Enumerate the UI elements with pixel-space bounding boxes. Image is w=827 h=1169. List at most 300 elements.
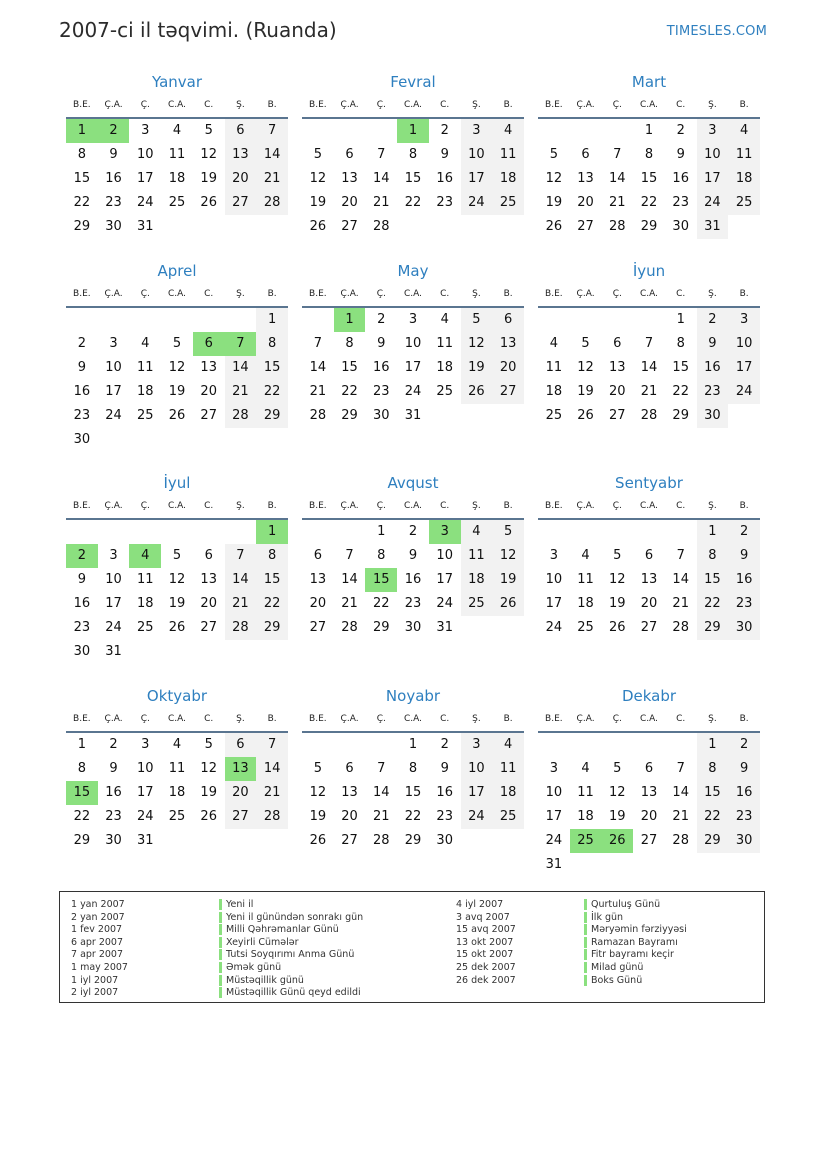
weekday-header: C.A.	[403, 100, 422, 110]
weekday-header: Ç.A.	[340, 501, 359, 511]
day-cell: 10	[545, 785, 563, 800]
weekday-header: Ç.	[612, 100, 622, 110]
day-cell: 20	[225, 167, 257, 191]
legend-left-dates	[71, 899, 128, 1000]
day-cell: 16	[105, 785, 122, 800]
month-grid	[538, 707, 760, 877]
day-cell: 23	[697, 380, 729, 404]
month-6	[538, 260, 760, 428]
day-cell: 8	[408, 761, 418, 776]
day-cell: 11	[728, 143, 760, 167]
month-grid	[302, 282, 524, 428]
legend-date: 1 fev 2007	[71, 924, 123, 936]
day-cell: 5	[549, 147, 558, 162]
day-cell: 17	[461, 781, 493, 805]
day-cell: 18	[436, 360, 453, 375]
day-cell: 19	[309, 809, 327, 824]
empty-cell	[193, 520, 225, 544]
weekday-header: Ç.	[376, 289, 386, 299]
empty-cell	[570, 520, 602, 544]
day-cell: 16	[73, 596, 91, 611]
day-cell: 9	[109, 147, 118, 162]
day-cell: 11	[461, 544, 493, 568]
empty-cell	[129, 308, 161, 332]
day-cell: 28	[225, 404, 257, 428]
holiday-marker-icon	[219, 987, 222, 998]
weekday-header: Ş.	[472, 714, 481, 724]
day-cell: 18	[461, 568, 493, 592]
month-grid	[66, 282, 288, 452]
holiday-day-cell: 1	[66, 119, 98, 143]
empty-cell	[66, 308, 98, 332]
weekday-header: C.A.	[167, 289, 186, 299]
day-cell: 9	[728, 544, 760, 568]
day-cell: 4	[492, 733, 524, 757]
day-cell: 28	[256, 805, 288, 829]
day-cell: 14	[225, 568, 257, 592]
day-cell: 25	[137, 408, 154, 423]
legend-date: 2 iyl 2007	[71, 987, 119, 999]
weekday-header: C.A.	[639, 714, 658, 724]
month-5	[302, 260, 524, 428]
holiday-legend	[59, 891, 765, 1003]
day-cell: 25	[545, 408, 563, 423]
day-cell: 2	[676, 123, 685, 138]
holiday-marker-icon	[219, 924, 222, 935]
day-cell: 28	[341, 620, 358, 635]
weekday-header: C.A.	[403, 714, 422, 724]
day-cell: 7	[225, 544, 257, 568]
day-cell: 31	[545, 857, 563, 872]
day-cell: 15	[256, 568, 288, 592]
day-cell: 25	[436, 384, 453, 399]
holiday-day-cell: 2	[98, 119, 130, 143]
day-cell: 16	[73, 384, 91, 399]
month-9	[538, 472, 760, 640]
day-cell: 10	[137, 147, 154, 162]
day-cell: 26	[309, 833, 327, 848]
day-cell: 18	[492, 781, 524, 805]
day-cell: 20	[200, 384, 217, 399]
day-cell: 29	[256, 616, 288, 640]
legend-holiday-name	[219, 949, 363, 962]
day-cell: 17	[697, 167, 729, 191]
day-cell: 31	[697, 215, 729, 239]
day-cell: 20	[341, 195, 358, 210]
weekday-header: Ç.A.	[576, 100, 595, 110]
day-cell: 18	[168, 171, 186, 186]
legend-holiday-label: Məryəmin fərziyyəsi	[591, 924, 687, 936]
weekday-header: B.	[267, 100, 277, 110]
day-cell: 6	[613, 336, 622, 351]
weekday-header: Ş.	[472, 289, 481, 299]
day-cell: 19	[461, 356, 493, 380]
empty-cell	[665, 733, 697, 757]
day-cell: 25	[728, 191, 760, 215]
legend-holiday-name	[584, 949, 687, 962]
weekday-header: B.	[503, 714, 513, 724]
day-cell: 29	[256, 404, 288, 428]
legend-holiday-label: Xeyirli Cümələr	[226, 936, 299, 948]
month-11	[302, 685, 524, 853]
day-cell: 4	[141, 336, 150, 351]
day-cell: 1	[697, 520, 729, 544]
day-cell: 14	[341, 572, 358, 587]
month-8	[302, 472, 524, 640]
month-name: Sentyabr	[615, 474, 683, 492]
day-cell: 2	[109, 737, 118, 752]
day-cell: 12	[577, 360, 594, 375]
weekday-header: B.	[267, 289, 277, 299]
month-12	[538, 685, 760, 877]
day-cell: 25	[168, 809, 186, 824]
day-cell: 26	[168, 620, 186, 635]
day-cell: 31	[137, 833, 154, 848]
day-cell: 13	[640, 572, 658, 587]
day-cell: 21	[256, 781, 288, 805]
day-cell: 10	[728, 332, 760, 356]
day-cell: 9	[109, 761, 118, 776]
weekday-header: Ş.	[708, 100, 717, 110]
day-cell: 17	[404, 360, 422, 375]
day-cell: 18	[137, 384, 154, 399]
weekday-header: Ç.	[376, 100, 386, 110]
day-cell: 7	[676, 548, 685, 563]
day-cell: 22	[640, 195, 658, 210]
day-cell: 11	[168, 147, 186, 162]
day-cell: 24	[105, 620, 122, 635]
day-cell: 21	[373, 809, 390, 824]
day-cell: 13	[200, 572, 217, 587]
weekday-header: Ç.	[612, 289, 622, 299]
day-cell: 18	[545, 384, 563, 399]
empty-cell	[334, 520, 366, 544]
legend-date: 4 iyl 2007	[456, 899, 504, 910]
weekday-header: B.	[739, 289, 749, 299]
day-cell: 17	[545, 809, 563, 824]
day-cell: 21	[225, 380, 257, 404]
day-cell: 23	[728, 592, 760, 616]
day-cell: 17	[137, 785, 154, 800]
month-grid	[538, 282, 760, 428]
holiday-day-cell: 2	[66, 544, 98, 568]
weekday-header: Ç.	[376, 501, 386, 511]
day-cell: 26	[200, 809, 217, 824]
day-cell: 18	[137, 596, 154, 611]
day-cell: 14	[672, 572, 689, 587]
day-cell: 12	[200, 761, 217, 776]
day-cell: 22	[73, 195, 91, 210]
day-cell: 11	[436, 336, 453, 351]
day-cell: 24	[105, 408, 122, 423]
weekday-header: Ş.	[236, 100, 245, 110]
empty-cell	[365, 733, 397, 757]
day-cell: 29	[672, 408, 689, 423]
day-cell: 6	[225, 733, 257, 757]
day-cell: 30	[728, 616, 760, 640]
day-cell: 3	[549, 761, 558, 776]
weekday-header: Ç.A.	[576, 289, 595, 299]
day-cell: 10	[404, 336, 422, 351]
holiday-marker-icon	[584, 899, 587, 910]
day-cell: 9	[697, 332, 729, 356]
weekday-header: Ş.	[708, 289, 717, 299]
month-7	[66, 472, 288, 664]
legend-right-names	[584, 899, 687, 987]
day-cell: 9	[408, 548, 418, 563]
legend-holiday-label: Fitr bayramı keçir	[591, 949, 674, 961]
day-cell: 4	[172, 123, 182, 138]
weekday-header: Ç.	[376, 714, 386, 724]
day-cell: 15	[404, 171, 422, 186]
day-cell: 15	[73, 171, 91, 186]
month-name: Yanvar	[151, 73, 203, 91]
day-cell: 23	[728, 805, 760, 829]
day-cell: 30	[728, 829, 760, 853]
day-cell: 27	[640, 833, 658, 848]
day-cell: 29	[341, 408, 358, 423]
empty-cell	[302, 119, 334, 143]
empty-cell	[225, 520, 257, 544]
day-cell: 5	[204, 737, 213, 752]
day-cell: 30	[672, 219, 689, 234]
day-cell: 18	[577, 809, 594, 824]
day-cell: 30	[105, 833, 122, 848]
empty-cell	[98, 308, 130, 332]
holiday-day-cell: 1	[256, 520, 288, 544]
day-cell: 4	[581, 761, 590, 776]
day-cell: 11	[545, 360, 563, 375]
legend-holiday-label: İlk gün	[591, 911, 624, 923]
day-cell: 9	[440, 761, 449, 776]
month-10	[66, 685, 288, 853]
site-link[interactable]: TIMESLES.COM	[666, 24, 767, 39]
legend-left-names	[219, 899, 363, 1000]
day-cell: 15	[341, 360, 358, 375]
day-cell: 4	[172, 737, 182, 752]
day-cell: 9	[77, 572, 86, 587]
weekday-header: Ş.	[236, 289, 245, 299]
day-cell: 30	[105, 219, 122, 234]
day-cell: 22	[404, 809, 422, 824]
legend-holiday-name	[219, 962, 363, 975]
weekday-header: Ç.A.	[340, 100, 359, 110]
day-cell: 14	[672, 785, 689, 800]
day-cell: 28	[672, 620, 689, 635]
legend-holiday-name	[584, 937, 687, 950]
holiday-marker-icon	[219, 937, 222, 948]
day-cell: 30	[436, 833, 453, 848]
weekday-header: Ç.	[612, 714, 622, 724]
day-cell: 19	[577, 384, 594, 399]
month-grid	[538, 93, 760, 239]
weekday-header: C.	[440, 289, 450, 299]
month-name: Avqust	[387, 474, 439, 492]
day-cell: 5	[492, 520, 524, 544]
empty-cell	[161, 520, 193, 544]
day-cell: 7	[256, 733, 288, 757]
legend-holiday-label: Milad günü	[591, 961, 644, 973]
day-cell: 21	[373, 195, 390, 210]
month-name: Fevral	[390, 73, 436, 91]
day-cell: 15	[697, 781, 729, 805]
legend-holiday-name	[219, 899, 363, 912]
day-cell: 12	[609, 785, 626, 800]
month-grid	[66, 707, 288, 853]
day-cell: 24	[404, 384, 422, 399]
day-cell: 19	[609, 809, 626, 824]
day-cell: 31	[137, 219, 154, 234]
day-cell: 8	[256, 544, 288, 568]
day-cell: 15	[256, 356, 288, 380]
day-cell: 13	[341, 171, 358, 186]
day-cell: 23	[436, 195, 453, 210]
day-cell: 4	[492, 119, 524, 143]
empty-cell	[129, 520, 161, 544]
month-name: Noyabr	[385, 687, 441, 705]
day-cell: 14	[256, 143, 288, 167]
weekday-header: B.E.	[309, 501, 327, 511]
day-cell: 19	[200, 785, 217, 800]
weekday-header: Ç.	[612, 501, 622, 511]
day-cell: 23	[672, 195, 689, 210]
day-cell: 15	[697, 568, 729, 592]
day-cell: 26	[609, 620, 626, 635]
day-cell: 7	[377, 761, 386, 776]
legend-holiday-name	[584, 975, 687, 988]
day-cell: 1	[377, 524, 386, 539]
day-cell: 23	[105, 809, 122, 824]
day-cell: 13	[640, 785, 658, 800]
day-cell: 16	[436, 171, 453, 186]
day-cell: 13	[309, 572, 327, 587]
day-cell: 22	[697, 592, 729, 616]
weekday-header: Ş.	[708, 714, 717, 724]
day-cell: 22	[73, 809, 91, 824]
legend-date: 26 dek 2007	[456, 974, 516, 986]
day-cell: 6	[644, 548, 654, 563]
day-cell: 12	[492, 544, 524, 568]
day-cell: 30	[73, 432, 91, 447]
day-cell: 16	[728, 568, 760, 592]
day-cell: 11	[492, 143, 524, 167]
day-cell: 22	[341, 384, 358, 399]
page-title: 2007-ci il təqvimi. (Ruanda)	[59, 18, 337, 42]
legend-holiday-label: Tutsi Soyqırımı Anma Günü	[226, 949, 355, 961]
weekday-header: B.	[503, 289, 513, 299]
day-cell: 19	[200, 171, 217, 186]
day-cell: 20	[309, 596, 327, 611]
weekday-header: Ç.	[140, 501, 150, 511]
day-cell: 12	[545, 171, 563, 186]
legend-holiday-name	[219, 987, 363, 1000]
day-cell: 23	[404, 596, 422, 611]
day-cell: 28	[640, 408, 658, 423]
day-cell: 25	[461, 592, 493, 616]
legend-holiday-name	[584, 899, 687, 912]
holiday-marker-icon	[584, 937, 587, 948]
legend-holiday-label: Yeni il günündən sonrakı gün	[226, 911, 364, 923]
day-cell: 4	[549, 336, 558, 351]
day-cell: 23	[73, 408, 91, 423]
weekday-header: Ç.	[140, 714, 150, 724]
day-cell: 20	[577, 195, 594, 210]
empty-cell	[570, 733, 602, 757]
holiday-marker-icon	[219, 975, 222, 986]
weekday-header: B.E.	[309, 100, 327, 110]
day-cell: 23	[73, 620, 91, 635]
day-cell: 31	[105, 644, 122, 659]
month-2	[302, 71, 524, 239]
day-cell: 14	[225, 356, 257, 380]
weekday-header: B.E.	[73, 714, 91, 724]
empty-cell	[66, 520, 98, 544]
day-cell: 29	[73, 219, 91, 234]
day-cell: 3	[461, 119, 493, 143]
day-cell: 22	[404, 195, 422, 210]
day-cell: 24	[137, 195, 154, 210]
day-cell: 10	[137, 761, 154, 776]
weekday-header: Ç.A.	[104, 714, 123, 724]
holiday-day-cell: 1	[334, 308, 366, 332]
month-1	[66, 71, 288, 239]
weekday-header: B.	[739, 501, 749, 511]
holiday-day-cell: 4	[129, 544, 161, 568]
empty-cell	[601, 520, 633, 544]
day-cell: 1	[408, 737, 418, 752]
legend-date: 25 dek 2007	[456, 961, 516, 973]
day-cell: 8	[345, 336, 354, 351]
month-name: May	[397, 262, 429, 280]
weekday-header: C.	[204, 714, 214, 724]
day-cell: 30	[697, 404, 729, 428]
day-cell: 18	[492, 167, 524, 191]
day-cell: 8	[408, 147, 418, 162]
day-cell: 13	[200, 360, 217, 375]
day-cell: 9	[728, 757, 760, 781]
day-cell: 6	[345, 147, 354, 162]
day-cell: 20	[200, 596, 217, 611]
holiday-marker-icon	[584, 912, 587, 923]
weekday-header: C.	[204, 289, 214, 299]
day-cell: 13	[577, 171, 594, 186]
day-cell: 19	[309, 195, 327, 210]
day-cell: 18	[168, 785, 186, 800]
weekday-header: Ç.	[140, 289, 150, 299]
day-cell: 18	[577, 596, 594, 611]
month-name: Oktyabr	[146, 687, 208, 705]
legend-holiday-name	[219, 937, 363, 950]
weekday-header: Ç.	[140, 100, 150, 110]
day-cell: 21	[341, 596, 358, 611]
day-cell: 7	[613, 147, 622, 162]
weekday-header: Ş.	[708, 501, 717, 511]
day-cell: 8	[644, 147, 654, 162]
day-cell: 12	[168, 360, 186, 375]
weekday-header: B.E.	[545, 289, 563, 299]
holiday-marker-icon	[219, 899, 222, 910]
empty-cell	[538, 119, 570, 143]
day-cell: 2	[440, 123, 449, 138]
day-cell: 3	[141, 123, 150, 138]
day-cell: 3	[461, 733, 493, 757]
month-4	[66, 260, 288, 452]
day-cell: 4	[728, 119, 760, 143]
day-cell: 10	[545, 572, 563, 587]
day-cell: 17	[436, 572, 453, 587]
day-cell: 27	[200, 620, 217, 635]
holiday-day-cell: 15	[66, 781, 98, 805]
